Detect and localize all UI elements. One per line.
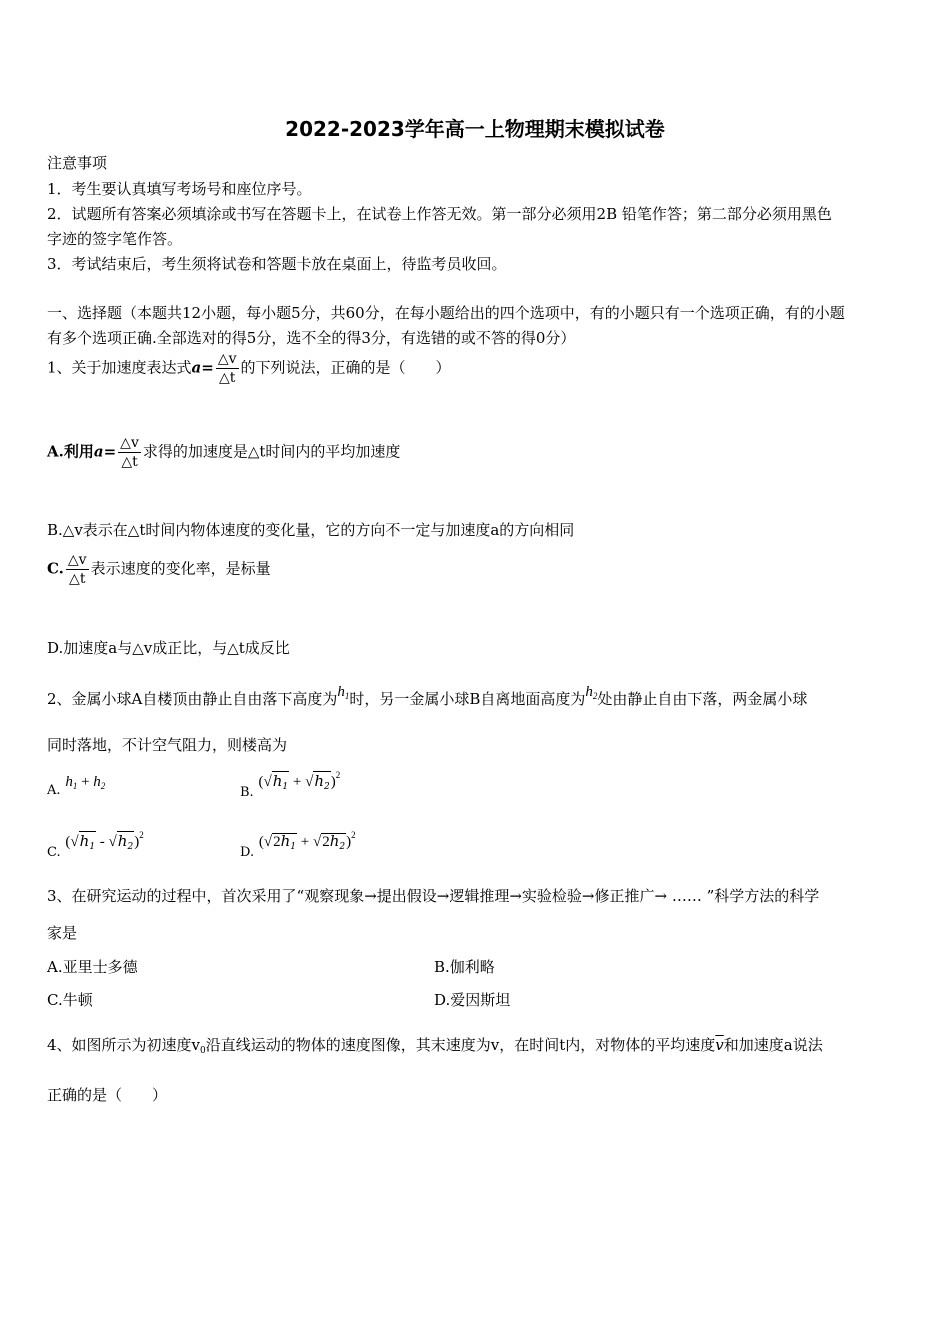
question-4-stem-cont: 正确的是（ ）: [47, 1086, 168, 1104]
question-1-stem: 1、关于加速度表达式a= $\frac{\triangle v}{\triangle t}$ 的下列说法，正确的是（ ）: [47, 351, 451, 386]
question-2-option-a: A. $h_1 + h_2$: [47, 774, 106, 798]
notice-item: 3．考试结束后，考生须将试卷和答题卡放在桌面上，待监考员收回。: [47, 255, 507, 273]
page-title: 2022-2023学年高一上物理期末模拟试卷: [285, 117, 665, 141]
section-heading-cont: 有多个选项正确.全部选对的得5分，选不全的得3分，有选错的或不答的得0分）: [47, 329, 576, 347]
question-2-option-d: D. $(√2h_1 + √2h_2)^2$: [240, 830, 356, 860]
question-1-option-d: D.加速度a与△v成正比，与△t成反比: [47, 639, 290, 657]
fraction-dv-dt: $\frac{\triangle v}{\triangle t}$: [217, 351, 237, 386]
question-3-option-a: A.亚里士多德: [47, 958, 138, 976]
notice-item: 1．考生要认真填写考场号和座位序号。: [47, 180, 312, 198]
question-1-option-c: C. $\frac{\triangle v}{\triangle t}$ 表示速度的变化率，是标量: [47, 552, 271, 587]
fraction-dv-dt: $\frac{\triangle v}{\triangle t}$: [120, 435, 139, 470]
notice-heading: 注意事项: [47, 154, 108, 172]
question-1-option-a: A.利用a= $\frac{\triangle v}{\triangle t}$ 求得的加速度是△t时间内的平均加速度: [47, 435, 401, 470]
question-2-stem: 2、金属小球A自楼顶由静止自由落下高度为$h_1$时，另一金属小球B自离地面高度为$h_2$处由静止自由下落，两金属小球: [47, 684, 808, 708]
question-3-stem-cont: 家是: [47, 924, 78, 942]
question-3-option-c: C.牛顿: [47, 991, 93, 1009]
notice-item: 2．试题所有答案必须填涂或书写在答题卡上，在试卷上作答无效。第一部分必须用2B 铅笔作答；第二部分必须用黑色: [47, 205, 832, 223]
question-1-option-b: B.△v表示在△t时间内物体速度的变化量，它的方向不一定与加速度a的方向相同: [47, 521, 575, 539]
question-3-option-d: D.爱因斯坦: [434, 991, 511, 1009]
section-heading: 一、选择题（本题共12小题，每小题5分，共60分，在每小题给出的四个选项中，有的小题只有一个选项正确，有的小题: [47, 304, 845, 322]
question-4-stem: 4、如图所示为初速度$v_0$沿直线运动的物体的速度图像，其末速度为v，在时间t内，对物体的平均速度$\overline{v}$和加速度a说法: [47, 1036, 823, 1056]
question-2-option-b: B. $(√h_1 + √h_2)^2$: [240, 770, 341, 800]
question-3-option-b: B.伽利略: [434, 958, 495, 976]
question-2-stem-cont: 同时落地，不计空气阻力，则楼高为: [47, 736, 288, 754]
question-3-stem: 3、在研究运动的过程中，首次采用了“观察现象→提出假设→逻辑推理→实验检验→修正推广→ …… ”科学方法的科学: [47, 887, 820, 905]
question-2-option-c: C. $(√h_1 - √h_2)^2$: [47, 830, 144, 860]
notice-item: 字迹的签字笔作答。: [47, 230, 183, 248]
fraction-dv-dt: $\frac{\triangle v}{\triangle t}$: [67, 552, 87, 587]
